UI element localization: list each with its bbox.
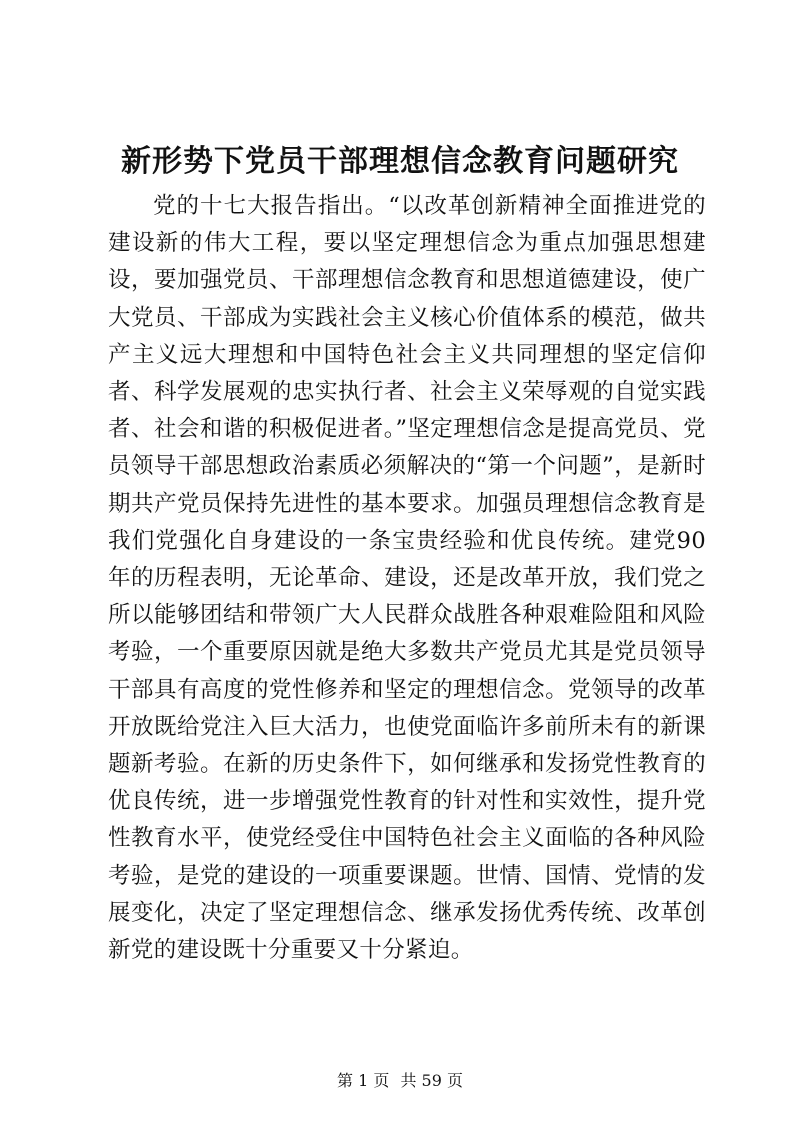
page-footer: [0, 1070, 800, 1092]
document-title: 新形势下党员干部理想信念教育问题研究: [121, 144, 679, 179]
page-number: 第 1 页: [337, 1071, 390, 1090]
body-paragraph: 党的十七大报告指出。“以改革创新精神全面推进党的建设新的伟大工程，要以坚定理想信念为重点加强思想建设，要加强党员、干部理想信念教育和思想道德建设，使广大党员、干部成为实践社会主义核心价值体系的模范，做共产主义远大理想和中国特色社会主义共同理想的坚定信仰者、科学发展观的忠实执行者、社会主义荣辱观的自觉实践者、社会和谐的积极促进者。”坚定理想信念是提高党员、党员领导干部思想政治素质必须解决的“第一个问题”，是新时期共产党员保持先进性的基本要求。加强员理想信念教育是我们党强化自身建设的一条宝贵经验和优良传统。建党90年的历程表明，无论革命、建设，还是改革开放，我们党之所以能够团结和带领广大人民群众战胜各种艰难险阻和风险考验，一个重要原因就是绝大多数共产党员尤其是党员领导干部具有高度的党性修养和坚定的理想信念。党领导的改革开放既给党注入巨大活力，也使党面临许多前所未有的新课题新考验。在新的历史条件下，如何继承和发扬党性教育的优良传统，进一步增强党性教育的针对性和实效性，提升党性教育水平，使党经受住中国特色社会主义面临的各种风险考验，是党的建设的一项重要课题。世情、国情、党情的发展变化，决定了坚定理想信念、继承发扬优秀传统、改革创新党的建设既十分重要又十分紧迫。: [108, 193, 706, 964]
total-pages: 共 59 页: [400, 1071, 463, 1090]
